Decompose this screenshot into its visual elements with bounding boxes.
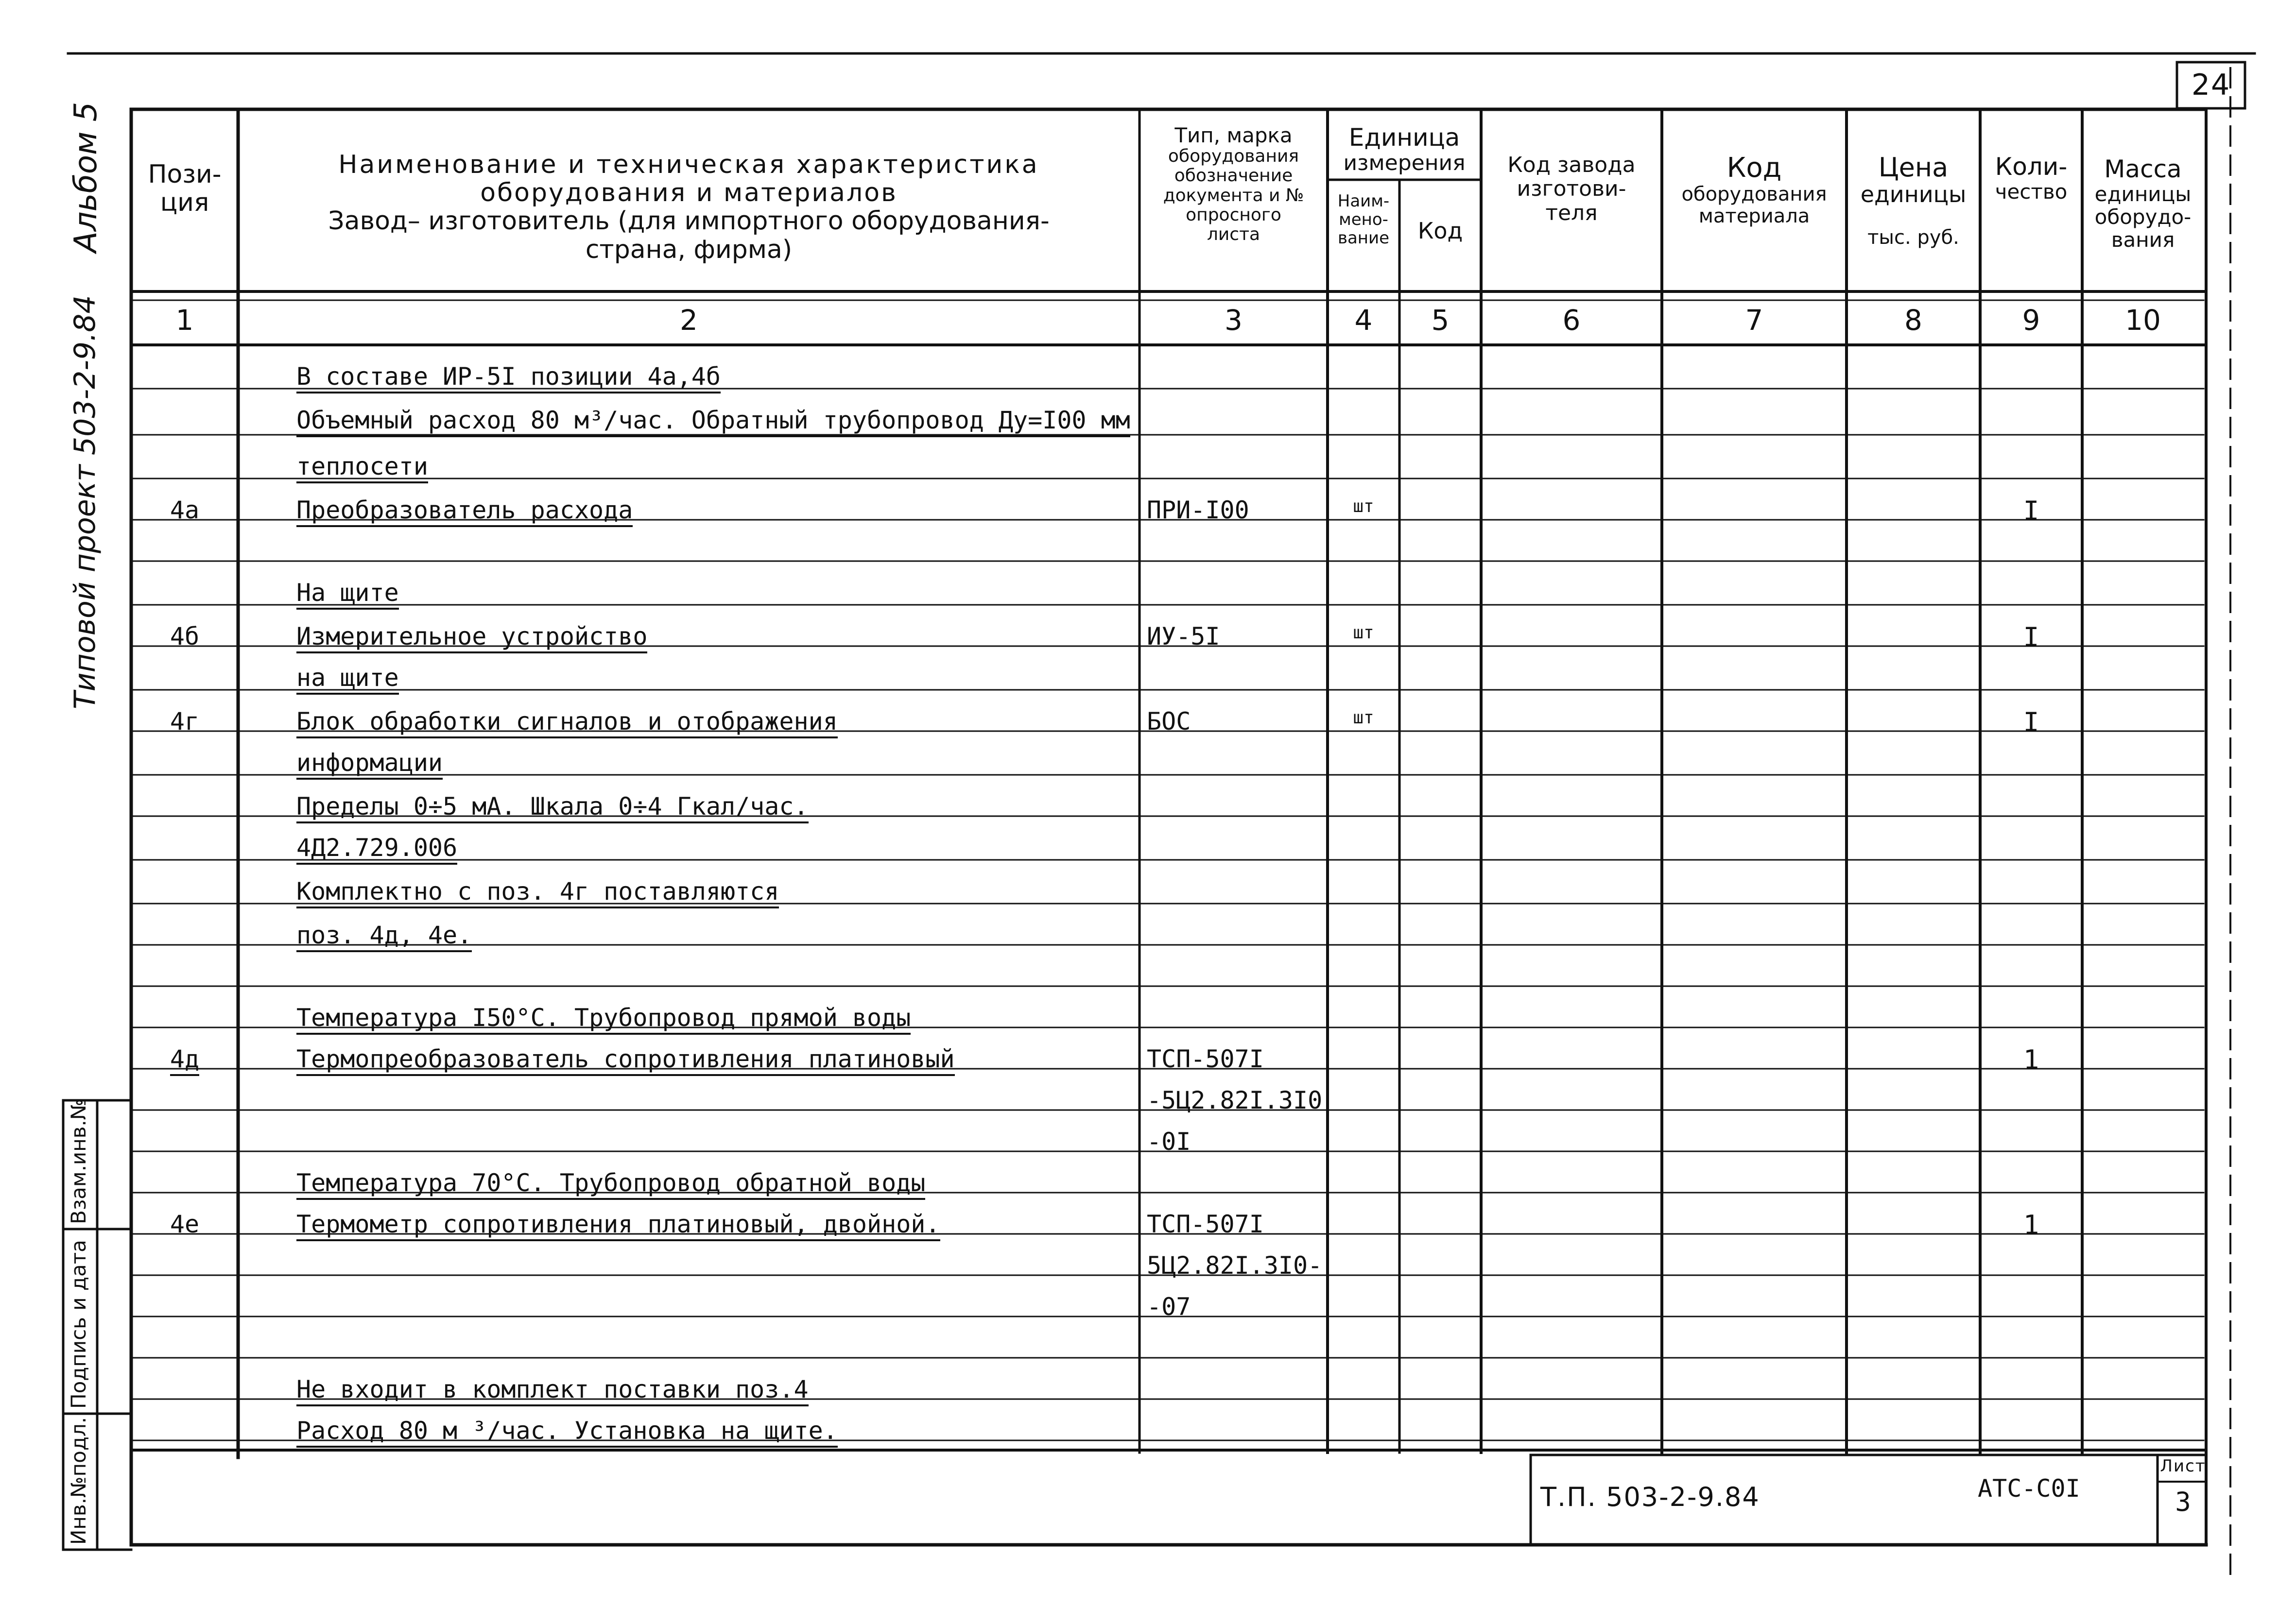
- cell-unit-text: шт: [1353, 623, 1374, 643]
- cell-qty-text: 1: [2023, 1210, 2039, 1240]
- cell-type: [1147, 1212, 1327, 1236]
- cell-name: [296, 923, 1137, 947]
- album-label: Альбом 5: [68, 102, 104, 253]
- cell-qty: [1980, 1044, 2082, 1075]
- cell-pos-text: 4г: [170, 707, 200, 735]
- cell-name-text: Температура 70°С. Трубопровод обратной воды: [296, 1169, 925, 1200]
- header-price: Цена единицы тыс. руб.: [1860, 152, 1967, 249]
- cell-name: [296, 1377, 1137, 1402]
- cell-name-text: Температура I50°С. Трубопровод прямой воды: [296, 1004, 911, 1035]
- cell-name: [296, 1212, 1137, 1236]
- column-number-3: 3: [1225, 304, 1243, 337]
- cell-unit-text: шт: [1353, 708, 1374, 728]
- cell-name: [296, 1419, 1137, 1443]
- cell-pos: [131, 624, 238, 649]
- cell-name-text: Блок обработки сигналов и отображения: [296, 707, 838, 738]
- cell-type: [1147, 1047, 1327, 1071]
- cell-name-text: информации: [296, 749, 443, 780]
- cell-name-text: на щите: [296, 664, 399, 695]
- cell-type-text: -0I: [1147, 1128, 1191, 1156]
- cell-name: [296, 498, 1137, 522]
- header-quantity: Коли- чество: [1995, 153, 2068, 204]
- doc-code: Т.П. 503-2-9.84: [1540, 1482, 1760, 1512]
- header-position: Пози- ция: [148, 160, 222, 218]
- cell-type-text: ПРИ-I00: [1147, 496, 1249, 524]
- cell-name: [296, 1047, 1137, 1071]
- cell-name-text: Термопреобразователь сопротивления платиновый: [296, 1045, 955, 1076]
- sheet-number: 3: [2175, 1487, 2191, 1517]
- cell-name: [296, 751, 1137, 775]
- cell-name-text: теплосети: [296, 452, 428, 483]
- cell-type-text: БОС: [1147, 707, 1191, 735]
- cell-name: [296, 1006, 1137, 1030]
- header-equipment-code: Код оборудования материала: [1681, 152, 1827, 227]
- cell-type: [1147, 1295, 1327, 1319]
- header-name: Наименование и техническая характеристика оборудования и материалов Завод– изготовитель (для импортного оборудования- страна, фирма): [328, 150, 1050, 264]
- cell-type: [1147, 709, 1327, 734]
- cell-name: [296, 794, 1137, 819]
- cell-name: [296, 836, 1137, 860]
- column-number-8: 8: [1904, 304, 1922, 337]
- cell-type-text: -5Ц2.82I.3I0: [1147, 1086, 1323, 1114]
- cell-type: [1147, 1088, 1327, 1112]
- cell-qty: [1980, 709, 2082, 735]
- cell-name-text: Термометр сопротивления платиновый, двойной.: [296, 1210, 940, 1241]
- cell-type-text: ТСП-507I: [1147, 1045, 1264, 1073]
- cell-name-text: Комплектно с поз. 4г поставляются: [296, 877, 779, 908]
- column-number-5: 5: [1431, 304, 1450, 337]
- cell-qty: [1980, 498, 2082, 524]
- cell-unit: [1328, 498, 1399, 515]
- cell-name: [296, 709, 1137, 734]
- column-number-6: 6: [1562, 304, 1581, 337]
- cell-qty: [1980, 624, 2082, 650]
- cell-type-text: ТСП-507I: [1147, 1210, 1264, 1238]
- header-unit-group: Единица измерения: [1343, 123, 1466, 175]
- cell-pos: [131, 1212, 238, 1236]
- header-unit-name: Наим- мено- вание: [1337, 191, 1390, 248]
- cell-pos: [131, 709, 238, 734]
- cell-name-text: Измерительное устройство: [296, 622, 647, 653]
- project-label: Типовой проект 503-2-9.84: [68, 295, 102, 709]
- header-mass: Масса единицы оборудо- вания: [2094, 155, 2192, 252]
- cell-qty-text: I: [2023, 622, 2039, 652]
- cell-name: [296, 408, 1137, 432]
- cell-name-text: Не входит в комплект поставки поз.4: [296, 1375, 809, 1406]
- cell-type: [1147, 1253, 1327, 1278]
- header-factory-code: Код завода изготови- теля: [1507, 153, 1636, 225]
- cell-unit-text: шт: [1353, 496, 1374, 516]
- cell-name-text: поз. 4д, 4е.: [296, 921, 472, 952]
- column-number-2: 2: [680, 304, 698, 337]
- cell-name-text: Объемный расход 80 м³/час. Обратный трубопровод Ду=I00 мм: [296, 406, 1130, 437]
- sheet-label: Лист: [2160, 1456, 2206, 1476]
- cell-name: [296, 624, 1137, 649]
- cell-type: [1147, 1129, 1327, 1154]
- stamp-label-signature: Подпись и дата: [67, 1240, 90, 1409]
- column-number-7: 7: [1745, 304, 1763, 337]
- cell-qty: [1980, 1212, 2082, 1238]
- cell-name-text: Расход 80 м ³/час. Установка на щите.: [296, 1417, 838, 1448]
- cell-name: [296, 364, 1137, 389]
- cell-type-text: -07: [1147, 1293, 1191, 1321]
- header-type: Тип, марка оборудования обозначение документа и № опросного листа: [1163, 123, 1304, 245]
- header-unit-code: Код: [1417, 218, 1463, 244]
- stamp-label-replace: Взам.инв.№: [67, 1098, 90, 1224]
- cell-name: [296, 666, 1137, 690]
- cell-name: [296, 879, 1137, 904]
- cell-unit: [1328, 624, 1399, 642]
- column-number-9: 9: [2022, 304, 2040, 337]
- cell-qty-text: I: [2023, 707, 2039, 737]
- cell-name-text: В составе ИР-5I позиции 4а,4б: [296, 362, 721, 393]
- cell-type: [1147, 624, 1327, 649]
- cell-unit: [1328, 709, 1399, 727]
- cell-type: [1147, 498, 1327, 522]
- cell-name-text: 4Д2.729.006: [296, 834, 457, 865]
- page-number: 24: [2191, 68, 2231, 102]
- cell-type-text: 5Ц2.82I.3I0-: [1147, 1251, 1323, 1280]
- cell-pos: [131, 498, 238, 522]
- cell-type-text: ИУ-5I: [1147, 622, 1220, 650]
- cell-qty-text: I: [2023, 496, 2039, 526]
- cell-name: [296, 1171, 1137, 1195]
- cell-pos-text: 4б: [170, 622, 200, 650]
- cell-name: [296, 454, 1137, 479]
- cell-name-text: На щите: [296, 579, 399, 610]
- column-number-4: 4: [1354, 304, 1373, 337]
- cell-name-text: Преобразователь расхода: [296, 496, 633, 527]
- stamp-label-inv: Инв.№подл.: [67, 1417, 90, 1545]
- cell-pos-text: 4а: [170, 496, 200, 524]
- sheet-code: АТС-С0I: [1978, 1474, 2080, 1503]
- column-number-10: 10: [2125, 304, 2161, 337]
- column-number-1: 1: [175, 304, 194, 337]
- cell-pos-text: 4е: [170, 1210, 200, 1238]
- cell-name-text: Пределы 0÷5 мА. Шкала 0÷4 Гкал/час.: [296, 792, 809, 823]
- cell-pos-text: 4д: [170, 1045, 199, 1076]
- cell-qty-text: 1: [2023, 1044, 2039, 1075]
- cell-pos: [131, 1047, 238, 1071]
- cell-name: [296, 581, 1137, 605]
